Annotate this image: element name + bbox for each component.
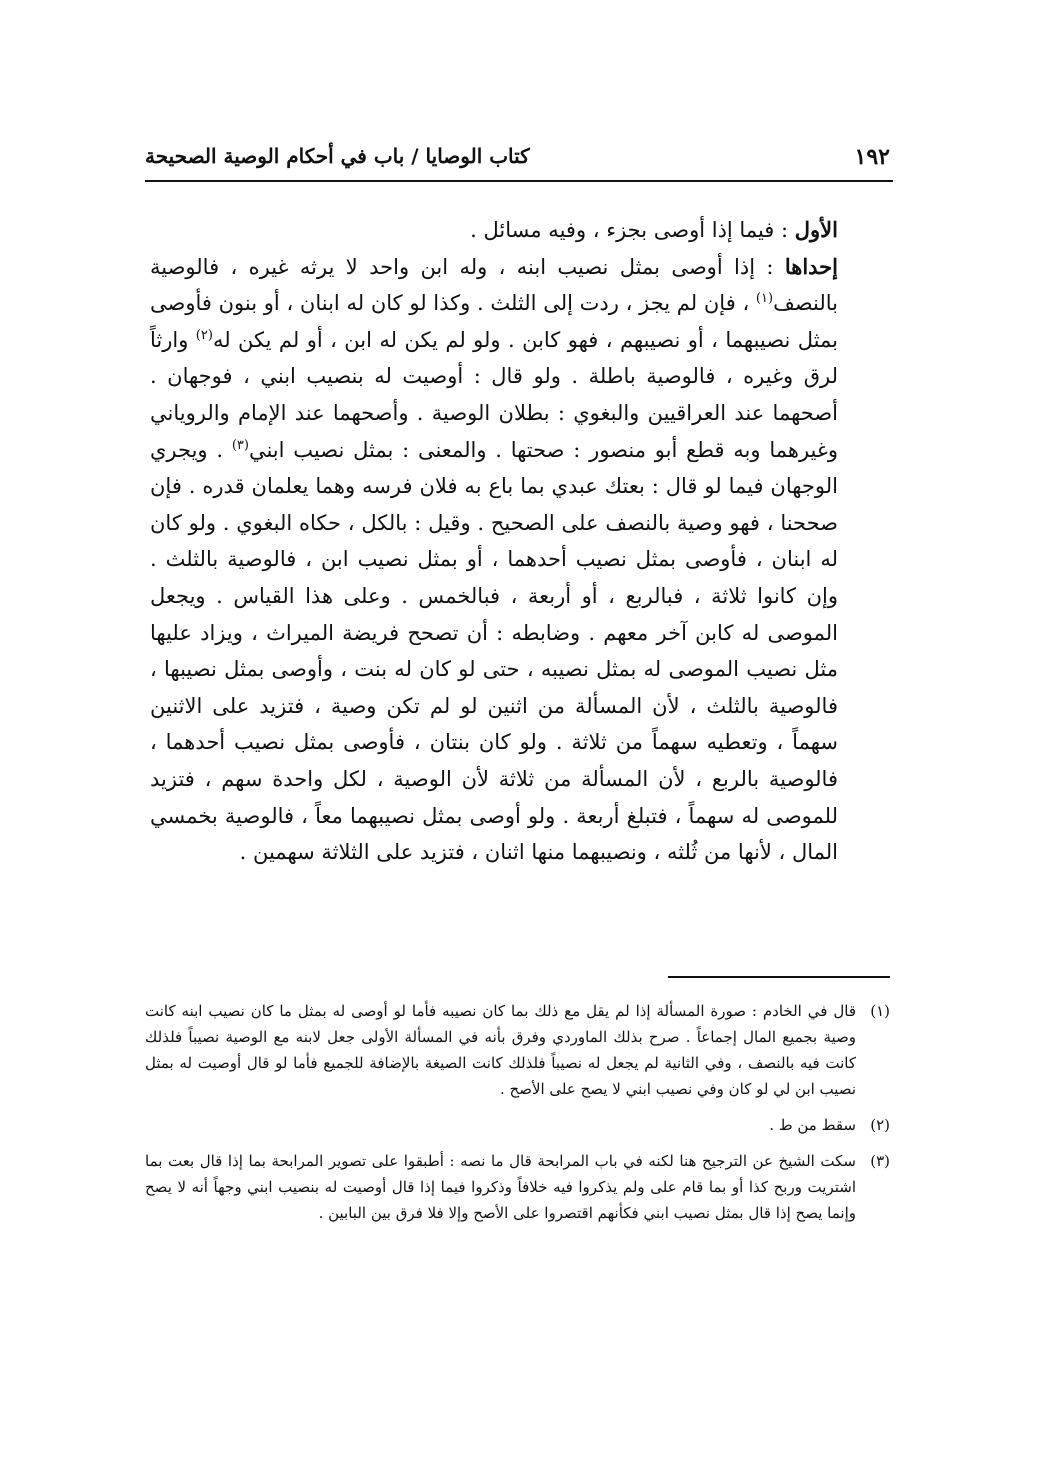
footnote-divider	[668, 976, 890, 978]
issue-term: إحداها	[784, 253, 838, 279]
footnotes	[145, 998, 890, 1236]
issue-text-part-1: : إذا أوصى بمثل نصيب ابنه ، وله ابن واحد لا يرثه غيره ، فالوصية بالنصف	[150, 254, 838, 316]
footnote-number: (٣)	[870, 1152, 890, 1170]
section-heading-paragraph	[150, 212, 888, 249]
issue-text-part-4: . ويجري الوجهان فيما لو قال : بعتك عبدي بما باع به فلان فرسه وهما يعلمان قدره . فإن صححنا ، فهو وصية بالنصف على الصحيح . وقيل : بالكل ، حكاه البغوي . ولو كان له ابنان ، فأوصى بمثل نصيب أحدهما ، أو بمثل نصيب ابن ، فالوصية بالثلث . وإن كانوا ثلاثة ، فبالربع ، أو أربعة ، فبالخمس . وعلى هذا القياس . ويجعل الموصى له كابن آخر معهم . وضابطه : أن تصحح فريضة الميراث ، ويزاد عليها مثل نصيب الموصى له بمثل نصيبه ، حتى لو كان له بنت ، وأوصى بمثل نصيبها ، فالوصية بالثلث ، لأن المسألة من اثنين لو لم تكن وصية ، فتزيد على الاثنين سهماً ، وتعطيه سهماً من ثلاثة . ولو كان بنتان ، فأوصى بمثل نصيب أحدهما ، فالوصية بالربع ، لأن المسألة من ثلاثة لأن الوصية ، لكل واحدة سهم ، فتزيد للموصى له سهماً ، فتبلغ أربعة . ولو أوصى بمثل نصيبهما معاً ، فالوصية بخمسي المال ، لأنها من ثُلثه ، ونصيبهما منها اثنان ، فتزيد على الثلاثة سهمين .	[150, 437, 838, 865]
footnote-number: (١)	[870, 1002, 890, 1020]
issue-text-part-3: وارثاً لرق وغيره ، فالوصية باطلة . ولو قال : أوصيت له بنصيب ابني ، فوجهان . أصحهما عند العراقيين والبغوي : بطلان الوصية . وأصحهما عند الإمام والروياني وغيرهما وبه قطع أبو منصور : صحتها . والمعنى : بمثل نصيب ابني	[150, 327, 838, 462]
footnote-ref-3[interactable]: (٣)	[231, 437, 249, 453]
footnote-number: (٢)	[870, 1116, 890, 1134]
footnote-ref-2[interactable]: (٢)	[195, 327, 213, 343]
footnote-1	[145, 998, 890, 1102]
page-header	[145, 140, 890, 180]
footnote-2	[145, 1112, 890, 1138]
main-text	[150, 212, 888, 871]
running-title: كتاب الوصايا / باب في أحكام الوصية الصحيحة	[145, 144, 530, 168]
section-heading-text: : فيما إذا أوصى بجزء ، وفيه مسائل .	[470, 218, 795, 242]
footnote-3	[145, 1148, 890, 1226]
footnote-text: قال في الخادم : صورة المسألة إذا لم يقل مع ذلك بما كان نصيبه فأما لو أوصى له بمثل ما كان نصيب ابنه كانت وصية بجميع المال إجماعاً . صرح بذلك الماوردي وفرق بأنه في المسألة الأولى جعل لابنه مع الوصية نصيباً فلذلك كانت فيه بالنصف ، وفي الثانية لم يجعل له نصيباً فلذلك كانت الصيغة بالإضافة للجميع فأما لو قال أوصيت له بمثل نصيب ابن لي لو كان وفي نصيب ابني لا يصح على الأصح .	[145, 1002, 856, 1098]
first-issue-paragraph	[150, 249, 888, 871]
footnote-text: سكت الشيخ عن الترجيح هنا لكنه في باب المرابحة قال ما نصه : أطبقوا على تصوير المرابحة بما إذا قال بعت بما اشتريت وربح كذا أو بما قام على ولم يذكروا فيه خلافاً وذكروا فيما إذا قال أوصيت له بنصيب ابني وجهاً أنه لا يصح وإنما يصح إذا قال بمثل نصيب ابني فكأنهم اقتصروا على الأصح وإلا فلا فرق بين البابين .	[145, 1152, 856, 1222]
footnote-text: سقط من ط .	[769, 1116, 856, 1134]
issue-text-part-2: ، فإن لم يجز ، ردت إلى الثلث . وكذا لو كان له ابنان ، أو بنون فأوصى بمثل نصيبهما ، أو نصيبهم ، فهو كابن . ولو لم يكن له ابن ، أو لم يكن له	[150, 291, 838, 352]
header-divider	[145, 180, 893, 182]
section-term: الأول	[794, 217, 838, 242]
page-number: ١٩٢	[854, 144, 890, 170]
footnote-ref-1[interactable]: (١)	[755, 291, 774, 307]
